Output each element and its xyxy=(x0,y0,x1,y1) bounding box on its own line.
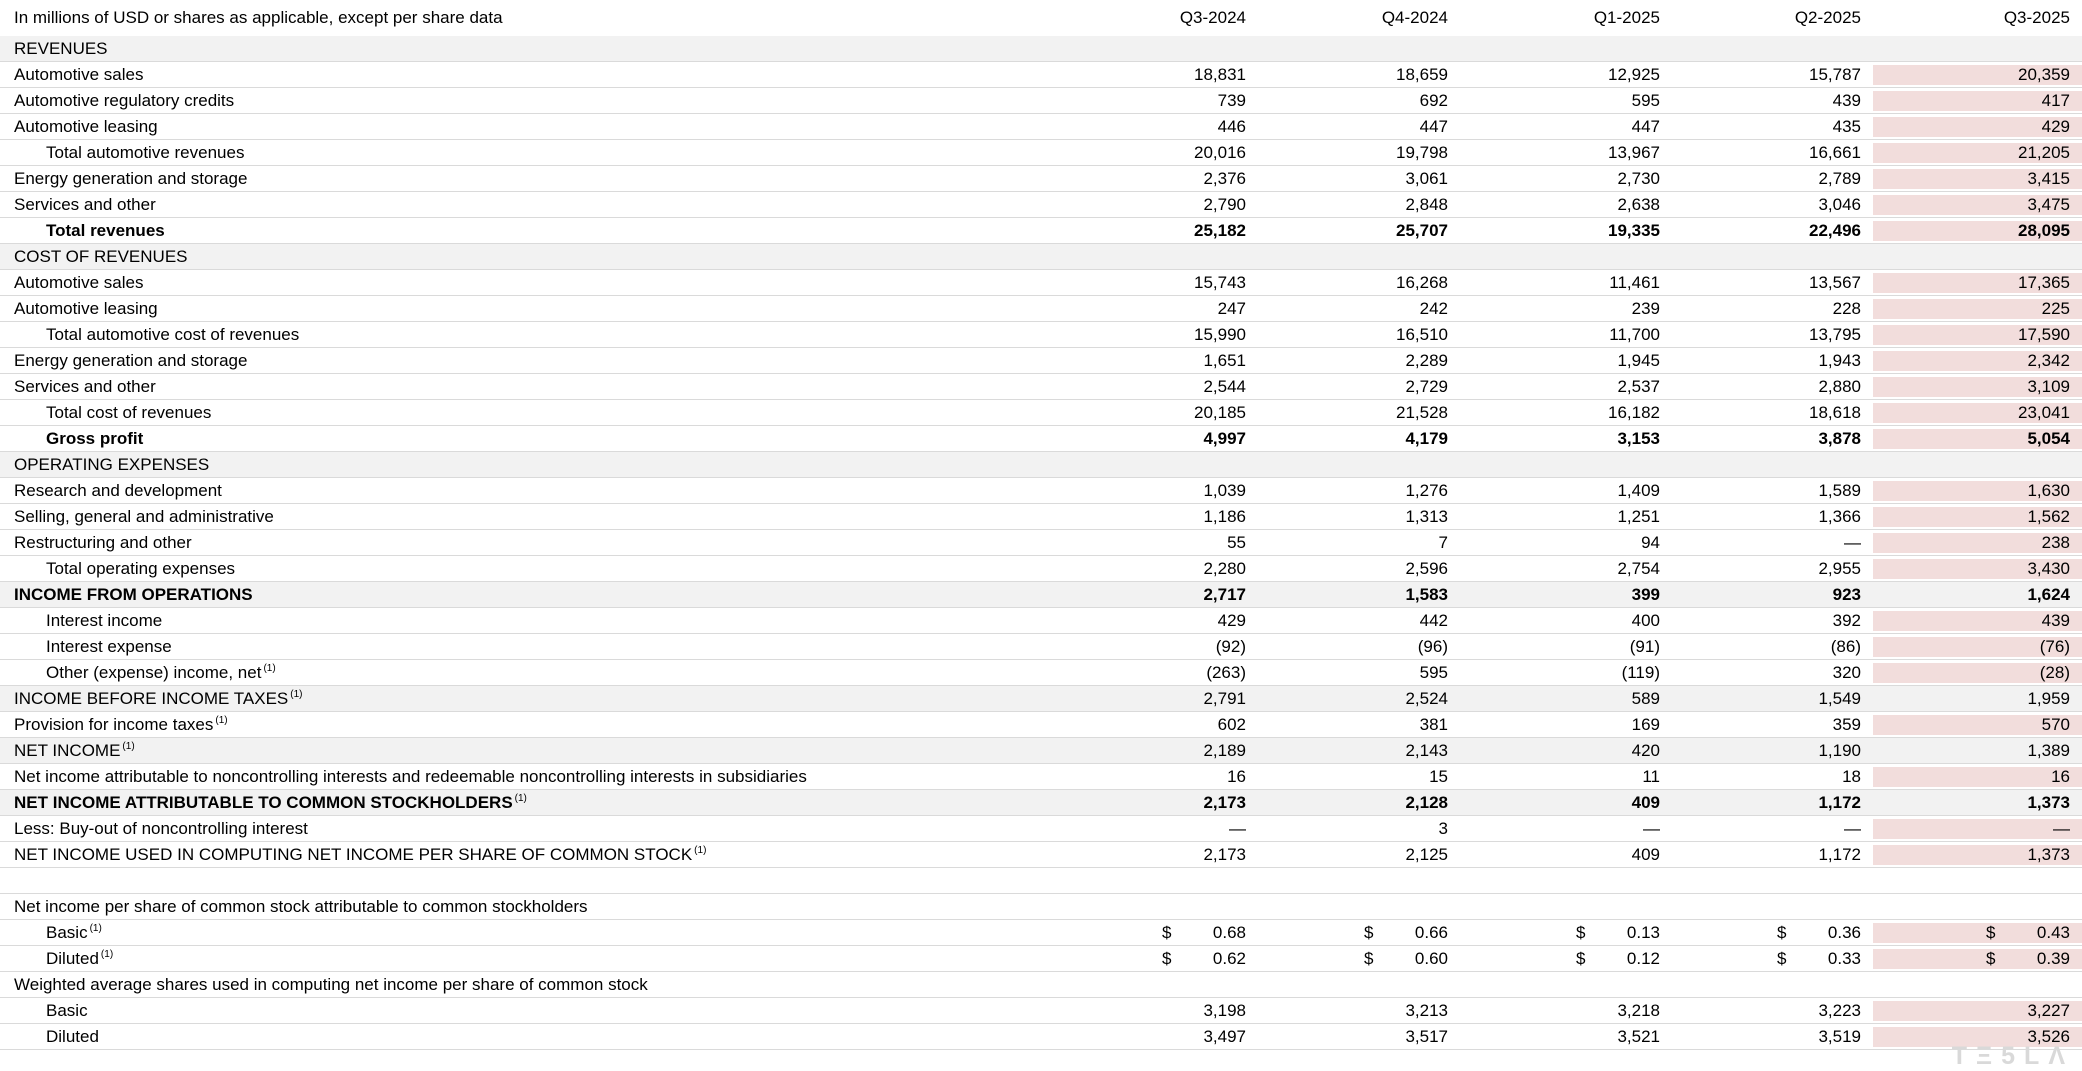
value-cell: 1,549 xyxy=(1818,688,1861,708)
value-cell: 11,461 xyxy=(1609,272,1660,292)
value-cell: 3,415 xyxy=(1873,169,2082,189)
table-row xyxy=(0,712,2082,738)
row-label: Other (expense) income, net $^{(1)}$ xyxy=(46,662,276,682)
value-cell xyxy=(1460,923,1672,943)
per-share-value: 0.60 xyxy=(1414,948,1448,968)
value-cell: 1,945 xyxy=(1617,350,1660,370)
value-cell: 2,791 xyxy=(1203,688,1246,708)
value-cell: 19,798 xyxy=(1396,142,1448,162)
currency-symbol: $ xyxy=(1576,922,1586,942)
currency-symbol: $ xyxy=(1986,948,1996,968)
value-cell: 3,198 xyxy=(1203,1000,1246,1020)
per-share-value: 0.39 xyxy=(2036,948,2070,968)
value-cell: 392 xyxy=(1832,610,1861,630)
row-label: Net income per share of common stock attributable to common stockholders xyxy=(14,896,588,916)
value-cell: 25,707 xyxy=(1396,220,1448,240)
table-row xyxy=(0,62,2082,88)
value-cell: 2,143 xyxy=(1405,740,1448,760)
value-cell: 12,925 xyxy=(1608,64,1660,84)
per-share-value: 0.43 xyxy=(2036,922,2070,942)
value-cell: 3,521 xyxy=(1617,1026,1660,1046)
row-label: Interest expense xyxy=(46,636,172,656)
footnote-marker: (1) xyxy=(122,740,135,752)
value-cell: 3,517 xyxy=(1405,1026,1448,1046)
value-cell: 16 xyxy=(1227,766,1246,786)
value-cell: 2,524 xyxy=(1405,688,1448,708)
row-label: Automotive sales xyxy=(14,272,144,292)
footnote-marker: (1) xyxy=(89,922,102,934)
row-label: INCOME FROM OPERATIONS xyxy=(14,584,253,604)
value-cell: 28,095 xyxy=(1873,221,2082,241)
value-cell: 602 xyxy=(1217,714,1246,734)
value-cell: 1,389 xyxy=(2027,740,2070,760)
footnote-marker: (1) xyxy=(694,844,707,856)
table-row xyxy=(0,530,2082,556)
value-cell: 13,795 xyxy=(1809,324,1861,344)
value-cell: 3,213 xyxy=(1405,1000,1448,1020)
table-row xyxy=(0,790,2082,816)
value-cell: 2,289 xyxy=(1405,350,1448,370)
value-cell: 16,661 xyxy=(1809,142,1861,162)
value-cell: 409 xyxy=(1631,792,1660,812)
row-label: Automotive leasing xyxy=(14,298,158,318)
value-cell xyxy=(1873,923,2082,943)
table-row xyxy=(0,946,2082,972)
value-cell: — xyxy=(1844,532,1861,552)
value-cell: 3,519 xyxy=(1818,1026,1861,1046)
value-cell: 2,848 xyxy=(1405,194,1448,214)
value-cell: 2,790 xyxy=(1203,194,1246,214)
table-row xyxy=(0,998,2082,1024)
row-label: NET INCOME ATTRIBUTABLE TO COMMON STOCKHOLDERS $^{(1)}$ xyxy=(14,792,527,812)
value-cell: 2,125 xyxy=(1405,844,1448,864)
value-cell: 5,054 xyxy=(1873,429,2082,449)
value-cell: 409 xyxy=(1631,844,1660,864)
value-cell: 429 xyxy=(1217,610,1246,630)
row-label: Restructuring and other xyxy=(14,532,192,552)
value-cell: 3,153 xyxy=(1617,428,1660,448)
value-cell: 1,190 xyxy=(1818,740,1861,760)
row-label: Less: Buy-out of noncontrolling interest xyxy=(14,818,308,838)
value-cell: 17,365 xyxy=(1873,273,2082,293)
table-row xyxy=(0,296,2082,322)
value-cell: 739 xyxy=(1217,90,1246,110)
value-cell: 3,227 xyxy=(1873,1001,2082,1021)
row-label: COST OF REVENUES xyxy=(14,246,188,266)
value-cell: 1,651 xyxy=(1203,350,1246,370)
row-label: OPERATING EXPENSES xyxy=(14,454,210,474)
value-cell: 25,182 xyxy=(1194,220,1246,240)
value-cell: 23,041 xyxy=(1873,403,2082,423)
table-row xyxy=(0,504,2082,530)
unit-note: In millions of USD or shares as applicable, except per share data xyxy=(14,8,503,27)
value-cell: 1,251 xyxy=(1617,506,1660,526)
value-cell: 94 xyxy=(1641,532,1660,552)
value-cell: 16,182 xyxy=(1608,402,1660,422)
value-cell: 420 xyxy=(1631,740,1660,760)
currency-symbol: $ xyxy=(1162,948,1172,968)
value-cell: 692 xyxy=(1419,90,1448,110)
table-row xyxy=(0,348,2082,374)
value-cell: 11 xyxy=(1642,766,1660,786)
value-cell: 3,497 xyxy=(1203,1026,1246,1046)
table-row xyxy=(0,556,2082,582)
value-cell: 242 xyxy=(1419,298,1448,318)
value-cell: 17,590 xyxy=(1873,325,2082,345)
value-cell: 169 xyxy=(1631,714,1660,734)
per-share-value: 0.36 xyxy=(1827,922,1861,942)
value-cell: 2,189 xyxy=(1203,740,1246,760)
row-label: Services and other xyxy=(14,194,156,214)
value-cell: 55 xyxy=(1227,532,1246,552)
table-row xyxy=(0,270,2082,296)
per-share-value: 0.66 xyxy=(1414,922,1448,942)
value-cell: 238 xyxy=(1873,533,2082,553)
value-cell: 19,335 xyxy=(1608,220,1660,240)
value-cell xyxy=(1258,949,1460,969)
currency-symbol: $ xyxy=(1777,922,1787,942)
table-row xyxy=(0,738,2082,764)
value-cell: 589 xyxy=(1631,688,1660,708)
value-cell: 2,376 xyxy=(1203,168,1246,188)
value-cell: 3,475 xyxy=(1873,195,2082,215)
value-cell: 16 xyxy=(1873,767,2082,787)
value-cell: 2,596 xyxy=(1405,558,1448,578)
value-cell: 2,280 xyxy=(1203,558,1246,578)
row-label: Diluted xyxy=(46,1026,99,1046)
column-header: Q4-2024 xyxy=(1381,8,1448,27)
row-label: REVENUES xyxy=(14,38,108,58)
value-cell: (119) xyxy=(1621,662,1660,682)
value-cell: 3,109 xyxy=(1873,377,2082,397)
value-cell: 15,787 xyxy=(1809,64,1861,84)
value-cell: 2,730 xyxy=(1617,168,1660,188)
value-cell: 2,754 xyxy=(1617,558,1660,578)
value-cell: 1,366 xyxy=(1818,506,1861,526)
row-label: Automotive sales xyxy=(14,64,144,84)
value-cell: 15 xyxy=(1429,766,1448,786)
value-cell: 1,313 xyxy=(1405,506,1448,526)
value-cell: 439 xyxy=(1873,611,2082,631)
value-cell: 2,717 xyxy=(1203,584,1246,604)
value-cell: 3,430 xyxy=(1873,559,2082,579)
value-cell: 2,342 xyxy=(1873,351,2082,371)
value-cell: 1,624 xyxy=(2027,584,2070,604)
value-cell: 4,997 xyxy=(1203,428,1246,448)
value-cell: 359 xyxy=(1832,714,1861,734)
row-label: Automotive leasing xyxy=(14,116,158,136)
row-label: Total operating expenses xyxy=(46,558,236,578)
value-cell: 446 xyxy=(1217,116,1246,136)
footnote-marker: (1) xyxy=(100,948,114,960)
value-cell: 595 xyxy=(1419,662,1448,682)
table-row xyxy=(0,1024,2082,1050)
value-cell: 429 xyxy=(1873,117,2082,137)
value-cell: 3,223 xyxy=(1818,1000,1861,1020)
table-row xyxy=(0,88,2082,114)
table-row xyxy=(0,140,2082,166)
value-cell: 2,173 xyxy=(1203,844,1246,864)
value-cell: 15,743 xyxy=(1194,272,1246,292)
value-cell: 923 xyxy=(1832,584,1861,604)
table-row xyxy=(0,816,2082,842)
value-cell: 400 xyxy=(1631,610,1660,630)
footnote-marker: (1) xyxy=(215,714,228,726)
per-share-value: 0.62 xyxy=(1212,948,1246,968)
row-label: Selling, general and administrative xyxy=(14,506,274,526)
table-row xyxy=(0,972,2082,998)
row-label: Total cost of revenues xyxy=(46,402,212,422)
value-cell: 3 xyxy=(1438,818,1448,838)
value-cell: 1,373 xyxy=(2027,792,2070,812)
value-cell: 3,526 xyxy=(1873,1027,2082,1047)
table-row xyxy=(0,894,2082,920)
value-cell: 3,218 xyxy=(1617,1000,1660,1020)
currency-symbol: $ xyxy=(1576,948,1586,968)
section-row xyxy=(0,244,2082,270)
value-cell: 1,373 xyxy=(1873,845,2082,865)
value-cell: 18,831 xyxy=(1194,64,1246,84)
table-row xyxy=(0,374,2082,400)
value-cell: 16,268 xyxy=(1396,272,1448,292)
table-row xyxy=(0,868,2082,894)
value-cell xyxy=(1460,949,1672,969)
value-cell: 320 xyxy=(1832,662,1861,682)
row-label: NET INCOME USED IN COMPUTING NET INCOME PER SHARE OF COMMON STOCK $^{(1)}$ xyxy=(14,844,707,864)
value-cell: 228 xyxy=(1832,298,1861,318)
row-label: Basic xyxy=(46,1000,88,1020)
section-row xyxy=(0,36,2082,62)
row-label: Research and development xyxy=(14,480,222,500)
value-cell: 3,061 xyxy=(1405,168,1448,188)
value-cell: 22,496 xyxy=(1809,220,1861,240)
value-cell: 2,789 xyxy=(1818,168,1861,188)
table-row xyxy=(0,426,2082,452)
value-cell: 1,943 xyxy=(1818,350,1861,370)
value-cell: 13,567 xyxy=(1809,272,1861,292)
value-cell: — xyxy=(1643,818,1660,838)
value-cell: 1,186 xyxy=(1203,506,1246,526)
row-label: Services and other xyxy=(14,376,156,396)
value-cell: 2,638 xyxy=(1617,194,1660,214)
value-cell: 595 xyxy=(1631,90,1660,110)
table-row xyxy=(0,166,2082,192)
value-cell: 247 xyxy=(1217,298,1246,318)
value-cell: 2,128 xyxy=(1405,792,1448,812)
row-label: Total automotive revenues xyxy=(46,142,245,162)
footnote-marker: (1) xyxy=(263,662,276,674)
row-label: Interest income xyxy=(46,610,163,630)
value-cell: 442 xyxy=(1419,610,1448,630)
value-cell: (28) xyxy=(1873,663,2082,683)
table-row xyxy=(0,634,2082,660)
value-cell: 1,630 xyxy=(1873,481,2082,501)
value-cell: 1,276 xyxy=(1405,480,1448,500)
value-cell: 2,544 xyxy=(1203,376,1246,396)
value-cell xyxy=(1066,949,1258,969)
value-cell: 15,990 xyxy=(1194,324,1246,344)
currency-symbol: $ xyxy=(1364,948,1374,968)
value-cell: 21,205 xyxy=(1873,143,2082,163)
value-cell: (96) xyxy=(1417,636,1448,656)
value-cell: (91) xyxy=(1629,636,1660,656)
table-row xyxy=(0,764,2082,790)
footnote-marker: (1) xyxy=(514,792,527,804)
value-cell: 21,528 xyxy=(1396,402,1448,422)
per-share-value: 0.33 xyxy=(1827,948,1861,968)
section-row xyxy=(0,452,2082,478)
table-row xyxy=(0,582,2082,608)
row-label: Energy generation and storage xyxy=(14,350,248,370)
value-cell: 4,179 xyxy=(1405,428,1448,448)
value-cell: 1,959 xyxy=(2027,688,2070,708)
column-header: Q3-2024 xyxy=(1179,8,1246,27)
table-body xyxy=(0,36,2082,1050)
value-cell xyxy=(1066,923,1258,943)
value-cell: 3,878 xyxy=(1818,428,1861,448)
value-cell xyxy=(1873,949,2082,969)
value-cell: 16,510 xyxy=(1396,324,1448,344)
value-cell: 2,173 xyxy=(1203,792,1246,812)
value-cell: 1,172 xyxy=(1818,844,1861,864)
row-label: Total automotive cost of revenues xyxy=(46,324,300,344)
value-cell: 18 xyxy=(1842,766,1861,786)
value-cell: 1,583 xyxy=(1405,584,1448,604)
value-cell: (76) xyxy=(1873,637,2082,657)
value-cell: 381 xyxy=(1419,714,1448,734)
value-cell: 18,618 xyxy=(1809,402,1861,422)
footnote-marker: (1) xyxy=(290,688,303,700)
value-cell: 11,700 xyxy=(1609,324,1660,344)
value-cell: (92) xyxy=(1215,636,1246,656)
value-cell: (86) xyxy=(1830,636,1861,656)
row-label: Basic $^{(1)}$ xyxy=(46,922,102,942)
value-cell: 20,359 xyxy=(1873,65,2082,85)
value-cell: — xyxy=(1229,818,1246,838)
row-label: Total revenues xyxy=(46,220,165,240)
column-header: Q3-2025 xyxy=(2003,8,2070,27)
value-cell: 2,537 xyxy=(1617,376,1660,396)
currency-symbol: $ xyxy=(1364,922,1374,942)
value-cell: (263) xyxy=(1206,662,1246,682)
value-cell: 1,589 xyxy=(1818,480,1861,500)
value-cell: 239 xyxy=(1631,298,1660,318)
table-row xyxy=(0,322,2082,348)
value-cell: 570 xyxy=(1873,715,2082,735)
currency-symbol: $ xyxy=(1162,922,1172,942)
value-cell: 1,409 xyxy=(1617,480,1660,500)
tesla-watermark: TΞ5LΛ xyxy=(1951,1042,2074,1070)
value-cell: 1,562 xyxy=(1873,507,2082,527)
value-cell: 2,880 xyxy=(1818,376,1861,396)
value-cell: 447 xyxy=(1631,116,1660,136)
per-share-value: 0.68 xyxy=(1212,922,1246,942)
value-cell: 7 xyxy=(1438,532,1448,552)
value-cell: 435 xyxy=(1832,116,1861,136)
value-cell: 439 xyxy=(1832,90,1861,110)
row-label: NET INCOME $^{(1)}$ xyxy=(14,740,135,760)
value-cell: 13,967 xyxy=(1608,142,1660,162)
currency-symbol: $ xyxy=(1777,948,1787,968)
value-cell: 3,046 xyxy=(1818,194,1861,214)
table-row xyxy=(0,192,2082,218)
value-cell: 447 xyxy=(1419,116,1448,136)
row-label: Diluted $^{(1)}$ xyxy=(46,948,114,968)
row-label: Weighted average shares used in computing net income per share of common stock xyxy=(14,974,648,994)
row-label: Net income attributable to noncontrolling interests and redeemable noncontrolling interests in subsidiaries xyxy=(14,766,807,786)
per-share-value: 0.12 xyxy=(1626,948,1660,968)
value-cell: 399 xyxy=(1631,584,1660,604)
value-cell: 2,729 xyxy=(1405,376,1448,396)
value-cell: 1,172 xyxy=(1818,792,1861,812)
table-row xyxy=(0,920,2082,946)
row-label: Automotive regulatory credits xyxy=(14,90,235,110)
currency-symbol: $ xyxy=(1986,922,1996,942)
value-cell: 20,016 xyxy=(1194,142,1246,162)
row-label: INCOME BEFORE INCOME TAXES $^{(1)}$ xyxy=(14,688,303,708)
table-row xyxy=(0,218,2082,244)
value-cell: 225 xyxy=(1873,299,2082,319)
value-cell xyxy=(1672,923,1873,943)
table-row xyxy=(0,114,2082,140)
value-cell: — xyxy=(1873,819,2082,839)
table-row xyxy=(0,478,2082,504)
row-label: Energy generation and storage xyxy=(14,168,248,188)
table-row xyxy=(0,686,2082,712)
value-cell: — xyxy=(1844,818,1861,838)
value-cell: 2,955 xyxy=(1818,558,1861,578)
per-share-value: 0.13 xyxy=(1626,922,1660,942)
column-header: Q1-2025 xyxy=(1593,8,1660,27)
table-header-row xyxy=(0,0,2082,36)
column-header: Q2-2025 xyxy=(1794,8,1861,27)
table-row xyxy=(0,842,2082,868)
value-cell: 1,039 xyxy=(1203,480,1246,500)
value-cell: 417 xyxy=(1873,91,2082,111)
row-label: Gross profit xyxy=(46,428,144,448)
row-label: Provision for income taxes $^{(1)}$ xyxy=(14,714,228,734)
value-cell xyxy=(1258,923,1460,943)
table-row xyxy=(0,400,2082,426)
table-row xyxy=(0,608,2082,634)
value-cell: 20,185 xyxy=(1194,402,1246,422)
value-cell xyxy=(1672,949,1873,969)
value-cell: 18,659 xyxy=(1396,64,1448,84)
table-row xyxy=(0,660,2082,686)
